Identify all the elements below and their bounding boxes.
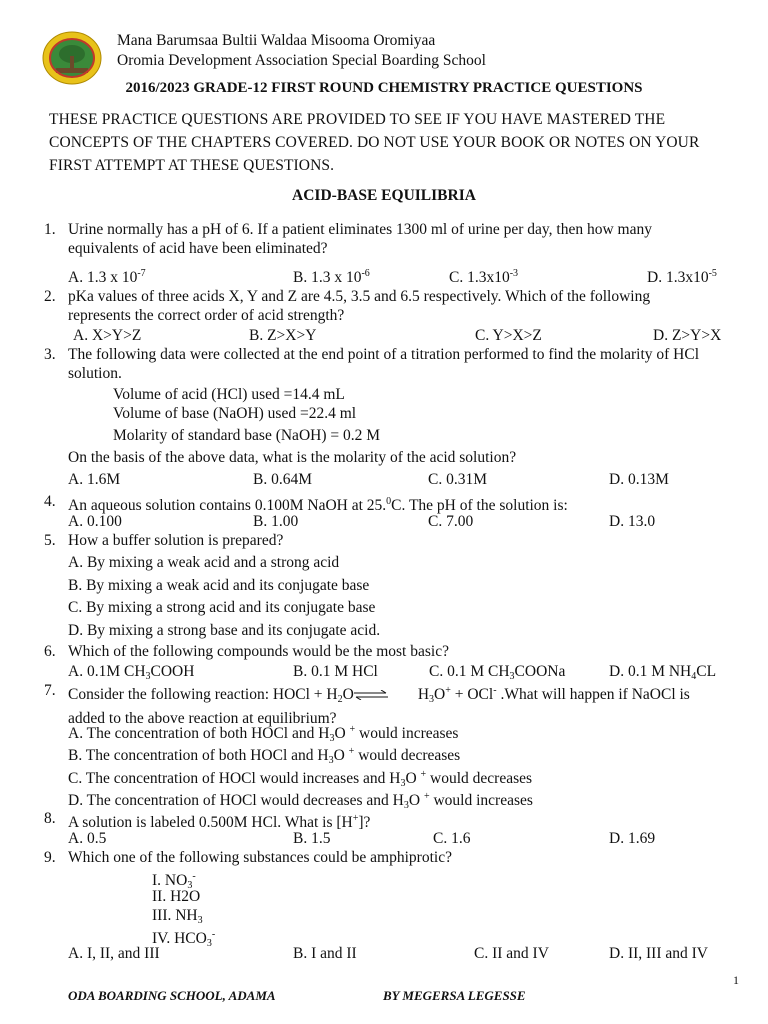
option-d: D. By mixing a strong base and its conjugate acid. xyxy=(68,622,381,639)
question-text: An aqueous solution contains 0.100M NaOH at 25.$^0$C. The pH of the solution is: xyxy=(68,496,568,514)
intro-line-1: THESE PRACTICE QUESTIONS ARE PROVIDED TO SEE IF YOU HAVE MASTERED THE xyxy=(49,111,666,128)
option-c: C. By mixing a strong acid and its conjugate base xyxy=(68,599,376,616)
q9-item-3: III. $NH_3$ xyxy=(152,907,203,926)
option-c: C. 0.31M xyxy=(428,471,487,488)
option-d: D. The concentration of HOCl would decreases and $H_3O$ + would increases xyxy=(68,791,533,811)
option-b: B. 1.3 x $10^{-6}$ xyxy=(293,268,370,286)
q9-item-2: II. H2O xyxy=(152,888,201,905)
option-c: C. 7.00 xyxy=(428,513,474,530)
question-number: 6. xyxy=(44,643,56,660)
question-text: solution. xyxy=(68,365,122,382)
option-b: B. 1.5 xyxy=(293,830,331,847)
question-number: 8. xyxy=(44,810,56,827)
option-c: C. Y>X>Z xyxy=(475,327,542,344)
q3-prompt: On the basis of the above data, what is the molarity of the acid solution? xyxy=(68,449,517,466)
q9-item-4: IV. $HCO_3^-$ xyxy=(152,929,216,949)
question-number: 5. xyxy=(44,532,56,549)
intro-text xyxy=(49,108,739,177)
question-number: 9. xyxy=(44,849,56,866)
header-line-2: Oromia Development Association Special Boarding School xyxy=(117,52,486,69)
option-d: D. Z>Y>X xyxy=(653,327,722,344)
option-d: D. 13.0 xyxy=(609,513,656,530)
footer-left: ODA BOARDING SCHOOL, ADAMA xyxy=(68,988,276,1003)
option-a: A. 1.6M xyxy=(68,471,121,488)
question-text: Consider the following reaction: HOCl + $H_2O$ $H_3O^+ + OCl^-$ .What will happen if NaOCl is added to the above reaction at equilibrium? xyxy=(68,685,690,727)
question-number: 3. xyxy=(44,346,56,363)
q9-item-1: I. $NO_3^-$ xyxy=(152,871,196,891)
page-number: 1 xyxy=(733,973,739,987)
question-text: pKa values of three acids X, Y and Z are 4.5, 3.5 and 6.5 respectively. Which of the following xyxy=(68,288,651,305)
option-b: B. Z>X>Y xyxy=(249,327,317,344)
question-number: 7. xyxy=(44,682,56,699)
intro-line-2: CONCEPTS OF THE CHAPTERS COVERED. DO NOT USE YOUR BOOK OR NOTES ON YOUR xyxy=(49,134,700,151)
option-d: D. 0.13M xyxy=(609,471,669,488)
option-a: A. 0.1M $CH_3COOH$ xyxy=(68,663,195,682)
option-a: A. 1.3 x $10^{-7}$ xyxy=(68,268,146,286)
option-a: A. The concentration of both HOCl and $H_3O$ + would increases xyxy=(68,724,459,744)
option-b: B. 1.00 xyxy=(253,513,299,530)
header-line-1: Mana Barumsaa Bultii Waldaa Misooma Oromiyaa xyxy=(117,32,436,49)
intro-line-3: FIRST ATTEMPT AT THESE QUESTIONS. xyxy=(49,157,335,174)
q3-data-3: Molarity of standard base (NaOH) = 0.2 M xyxy=(113,427,381,444)
option-d: D. II, III and IV xyxy=(609,945,708,962)
question-text: Which of the following compounds would be the most basic? xyxy=(68,643,449,660)
option-c: C. $1.3x10^{-3}$ xyxy=(449,268,519,286)
page-title: 2016/2023 GRADE-12 FIRST ROUND CHEMISTRY PRACTICE QUESTIONS xyxy=(125,80,643,96)
option-a: A. I, II, and III xyxy=(68,945,160,962)
option-b: B. 0.1 M HCl xyxy=(293,663,378,680)
option-b: B. The concentration of both HOCl and $H_3O$ + would decreases xyxy=(68,746,461,766)
option-c: C. II and IV xyxy=(474,945,549,962)
equilibrium-arrow-icon xyxy=(354,690,388,700)
option-d: D. 0.1 M $NH_4CL$ xyxy=(609,663,717,682)
question-text: equivalents of acid have been eliminated? xyxy=(68,240,328,257)
option-a: A. 0.5 xyxy=(68,830,107,847)
section-heading: ACID-BASE EQUILIBRIA xyxy=(292,187,476,204)
school-logo-icon xyxy=(42,30,102,86)
question-text: The following data were collected at the end point of a titration performed to find the molarity of HCl xyxy=(68,346,699,363)
footer-right: BY MEGERSA LEGESSE xyxy=(383,988,526,1003)
option-d: D. 1.69 xyxy=(609,830,656,847)
option-a: A. 0.100 xyxy=(68,513,122,530)
question-text: A solution is labeled 0.500M HCl. What is [H+]? xyxy=(68,813,371,831)
option-d: D. $1.3x10^{-5}$ xyxy=(647,268,717,286)
option-a: A. By mixing a weak acid and a strong acid xyxy=(68,554,340,571)
question-number: 4. xyxy=(44,493,56,510)
question-text: How a buffer solution is prepared? xyxy=(68,532,284,549)
option-b: B. By mixing a weak acid and its conjugate base xyxy=(68,577,370,594)
q3-data-1: Volume of acid (HCl) used =14.4 mL xyxy=(113,386,345,403)
question-text: represents the correct order of acid strength? xyxy=(68,307,345,324)
question-number: 1. xyxy=(44,221,56,238)
q3-data-2: Volume of base (NaOH) used =22.4 ml xyxy=(113,405,357,422)
option-a: A. X>Y>Z xyxy=(73,327,142,344)
question-number: 2. xyxy=(44,288,56,305)
question-text: Urine normally has a pH of 6. If a patient eliminates 1300 ml of urine per day, then how many xyxy=(68,221,652,238)
question-text: Which one of the following substances could be amphiprotic? xyxy=(68,849,452,866)
option-b: B. I and II xyxy=(293,945,357,962)
option-c: C. 1.6 xyxy=(433,830,471,847)
option-c: C. The concentration of HOCl would increases and $H_3O$ + would decreases xyxy=(68,769,533,789)
option-c: C. 0.1 M $CH_3COONa$ xyxy=(429,663,566,682)
option-b: B. 0.64M xyxy=(253,471,312,488)
